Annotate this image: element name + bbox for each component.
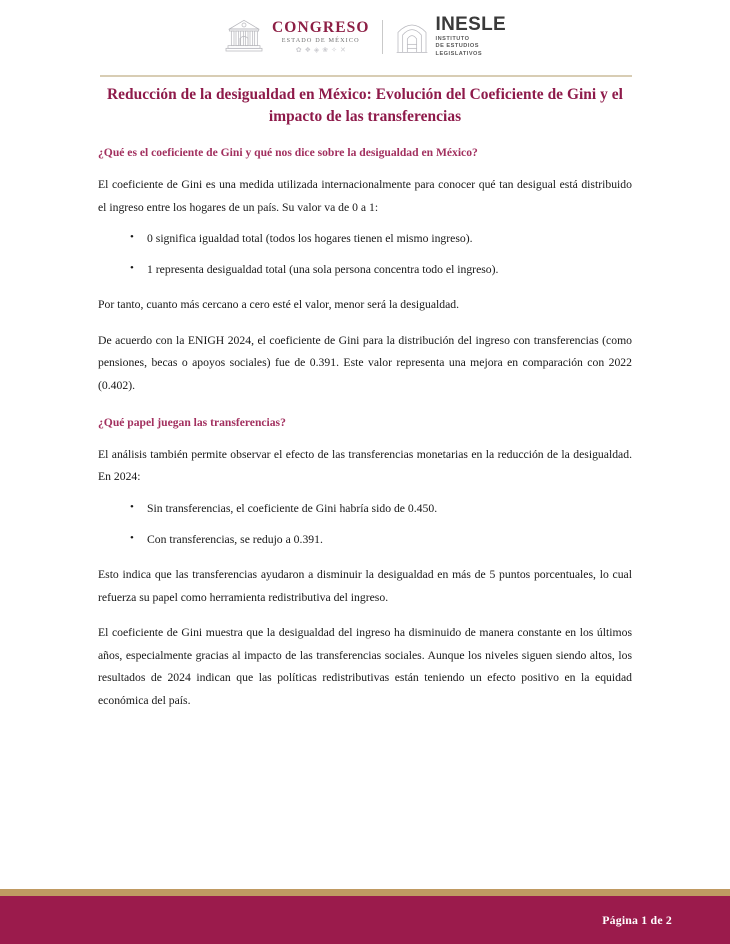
list-item: • Con transferencias, se redujo a 0.391.	[130, 529, 632, 552]
bullet-list-transfer-effects	[98, 498, 632, 551]
government-building-icon	[224, 18, 264, 56]
bullet-list-gini-scale	[98, 228, 632, 281]
paragraph-transfer-conclusion: Esto indica que las transferencias ayudaron a disminuir la desigualdad en más de 5 puntos porcentuales, lo cual refuerza su papel como herramienta redistributiva del ingreso.	[98, 568, 632, 604]
arch-monument-icon	[395, 19, 429, 55]
footer-gold-bar	[0, 889, 730, 896]
document-header	[0, 0, 730, 66]
section-heading-gini: ¿Qué es el coeficiente de Gini y qué nos dice sobre la desigualdad en México?	[98, 145, 478, 159]
page-title: Reducción de la desigualdad en México: Evolución del Coeficiente de Gini y el impacto de las transferencias	[106, 86, 623, 125]
header-divider-rule	[100, 75, 632, 77]
congreso-subtitle: ESTADO DE MÉXICO	[281, 37, 360, 45]
congreso-wordmark: CONGRESO	[272, 18, 370, 36]
paragraph-enigh-2024: De acuerdo con la ENIGH 2024, el coeficiente de Gini para la distribución del ingreso con transferencias (como pensiones, becas o apoyos sociales) fue de 0.391. Este valor representa una mejora en comparación con 2022 (0.402).	[98, 333, 632, 393]
inesle-wordmark: INESLE	[435, 14, 506, 36]
paragraph-gini-interpretation: Por tanto, cuanto más cercano a cero esté el valor, menor será la desigualdad.	[98, 298, 460, 312]
logo-divider	[382, 20, 383, 54]
list-item: • 0 significa igualdad total (todos los hogares tienen el mismo ingreso).	[130, 228, 632, 251]
congreso-logo	[224, 18, 370, 56]
list-item: • 1 representa desigualdad total (una sola persona concentra todo el ingreso).	[130, 259, 632, 282]
document-footer	[0, 889, 730, 944]
footer-band	[0, 896, 730, 944]
inesle-subtitle-line-2: DE ESTUDIOS	[435, 43, 479, 50]
document-body	[98, 84, 632, 713]
logo-group	[224, 15, 506, 58]
list-item: • Sin transferencias, el coeficiente de Gini habría sido de 0.450.	[130, 498, 632, 521]
inesle-subtitle	[436, 37, 506, 58]
inesle-logo	[395, 15, 506, 58]
inesle-subtitle-line-3: LEGISLATIVOS	[435, 50, 483, 57]
paragraph-gini-definition: El coeficiente de Gini es una medida utilizada internacionalmente para conocer qué tan desigual está distribuido el ingreso entre los hogares de un país. Su valor va de 0 a 1:	[98, 177, 632, 214]
congreso-ornament-glyphs	[296, 47, 346, 54]
paragraph-final-summary: El coeficiente de Gini muestra que la desigualdad del ingreso ha disminuido de manera constante en los últimos años, especialmente gracias al impacto de las transferencias sociales. Aunque los niveles siguen siendo altos, los resultados de 2024 indican que las políticas redistributivas están teniendo un efecto positivo en la equidad económica del país.	[98, 626, 632, 708]
ornament-glyph-4: ❀	[322, 46, 329, 55]
inesle-subtitle-line-1: INSTITUTO	[435, 36, 470, 43]
ornament-glyph-3: ◈	[313, 46, 320, 55]
congreso-text-block	[272, 20, 370, 55]
paragraph-analysis-intro: El análisis también permite observar el efecto de las transferencias monetarias en la reducción de la desigualdad. En 2024:	[98, 447, 632, 484]
section-heading-transferencias: ¿Qué papel juegan las transferencias?	[98, 415, 286, 429]
ornament-glyph-6: ✕	[339, 46, 346, 55]
inesle-text-block	[436, 15, 506, 58]
ornament-glyph-2: ❖	[304, 46, 311, 55]
page-number-label: Página 1 de 2	[602, 912, 672, 927]
ornament-glyph-1: ✿	[295, 46, 302, 55]
ornament-glyph-5: ✧	[331, 46, 337, 55]
